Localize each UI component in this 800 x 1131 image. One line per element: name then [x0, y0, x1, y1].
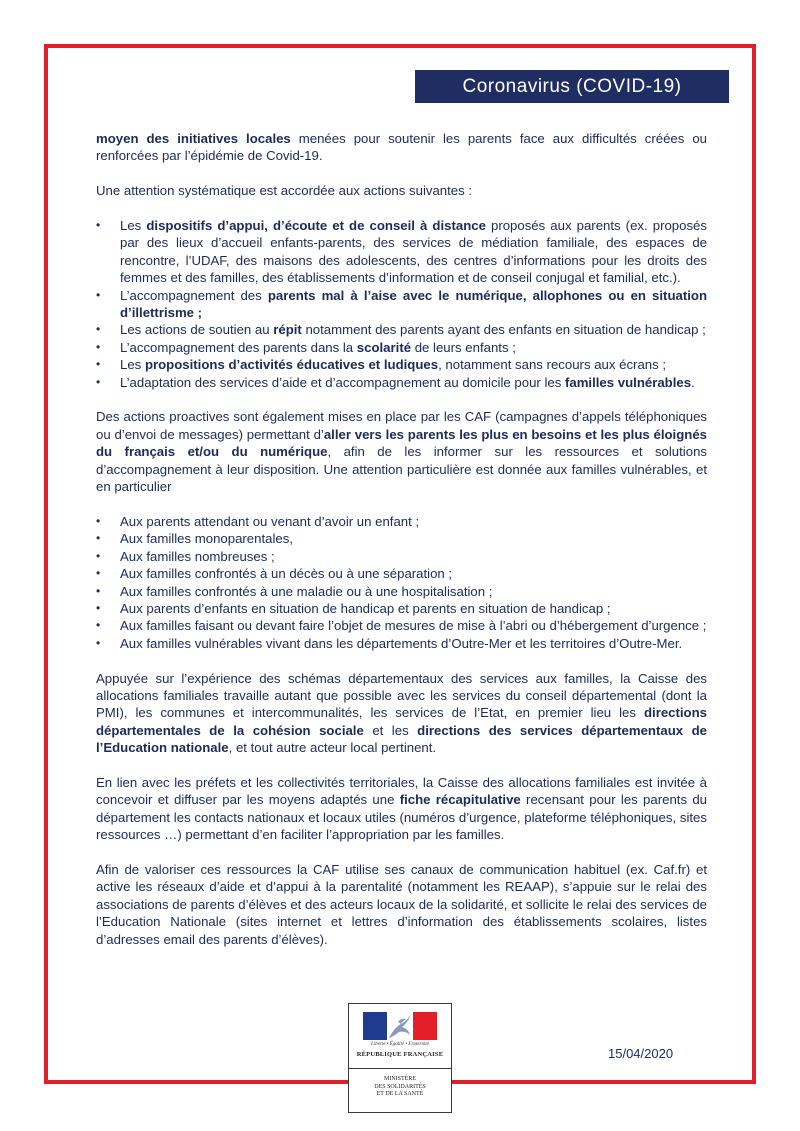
families-list [96, 513, 707, 652]
marianne-flag-icon [349, 1004, 451, 1068]
logo-divider [349, 1068, 451, 1069]
list-item: • Aux parents d’enfants en situation de handicap et parents en situation de handicap ; [96, 600, 707, 617]
list-item: • Aux parents attendant ou venant d’avoir un enfant ; [96, 513, 707, 530]
paragraph-4: Appuyée sur l’expérience des schémas départementaux des services aux familles, la Caisse des allocations familiales travaille autant que possible avec les services du conseil départemental (dont la PMI), les communes et intercommunalités, les services de l’Etat, en premier lieu les directions départementales de la cohésion sociale et les directions des services départementaux de l’Education nationale, et tout autre acteur local pertinent. [96, 670, 707, 756]
actions-list [96, 217, 707, 391]
logo-title: RÉPUBLIQUE FRANÇAISE [356, 1051, 444, 1058]
paragraph-3: Des actions proactives sont également mises en place par les CAF (campagnes d’appels téléphoniques ou d’envoi de messages) permettant d’aller vers les parents les plus en besoins et les plus éloignés du français et/ou du numérique, afin de les informer sur les ressources et solutions d’accompagnement à leur disposition. Une attention particulière est donnée aux familles vulnérables, et en particulier [96, 409, 707, 495]
list-item: • Aux familles vulnérables vivant dans les départements d’Outre-Mer et les territoires d’Outre-Mer. [96, 635, 707, 652]
paragraph-1 [96, 130, 707, 165]
page-title: Coronavirus (COVID-19) [462, 75, 682, 97]
paragraph-1-text: menées pour soutenir les parents face aux difficultés créées ou renforcées par l’épidémie de Covid-19. [96, 131, 707, 164]
list-item: • Aux familles confrontés à un décès ou à une séparation ; [96, 565, 707, 582]
paragraph-1-bold: moyen des initiatives locales [96, 131, 291, 146]
paragraph-6: Afin de valoriser ces ressources la CAF utilise ses canaux de communication habituel (ex. Caf.fr) et active les réseaux d’aide et d’appui à la parentalité (notamment les REAAP), s’appuie sur le relai des associations de parents d’élèves et des acteurs locaux de la solidarité, et sollicite le relai des services de l’Education Nationale (sites internet et lettres d’information des établissements scolaires, listes d’adresses email des parents d’élèves). [96, 861, 707, 947]
republique-francaise-logo [348, 1003, 452, 1113]
page-title-banner [415, 70, 729, 103]
document-date: 15/04/2020 [608, 1046, 674, 1061]
document-body [96, 130, 707, 965]
paragraph-2: Une attention systématique est accordée aux actions suivantes : [96, 183, 473, 199]
list-item: • Les actions de soutien au répit notamment des parents ayant des enfants en situation de handicap ; [96, 321, 707, 338]
list-item: • Aux familles nombreuses ; [96, 548, 707, 565]
logo-motto: Liberté • Égalité • Fraternité [371, 1042, 429, 1047]
ministry-name: MINISTÈRE DES SOLIDARITÉS ET DE LA SANTÉ [374, 1076, 426, 1097]
paragraph-5: En lien avec les préfets et les collectivités territoriales, la Caisse des allocations familiales est invitée à concevoir et diffuser par les moyens adaptés une fiche récapitulative recensant pour les parents du département les contacts nationaux et locaux utiles (numéros d’urgence, plateforme téléphoniques, sites ressources …) permettant d’en faciliter l’appropriation par les familles. [96, 774, 707, 843]
list-item: • Aux familles faisant ou devant faire l’objet de mesures de mise à l’abri ou d’hébergement d’urgence ; [96, 617, 707, 634]
list-item: • Aux familles confrontés à une maladie ou à une hospitalisation ; [96, 583, 707, 600]
list-item: • Les dispositifs d’appui, d’écoute et de conseil à distance proposés aux parents (ex. proposés par des lieux d’accueil enfants-parents, des services de médiation familiale, des espaces de rencontre, l’UDAF, des maisons des adolescents, des centres d’informations pour les droits des femmes et des familles, des établissements d’information et de conseil conjugal et familial, etc.). [96, 217, 707, 287]
list-item: • Aux familles monoparentales, [96, 530, 707, 547]
list-item: • L’accompagnement des parents mal à l’aise avec le numérique, allophones ou en situation d’illettrisme ; [96, 287, 707, 322]
list-item: • L’adaptation des services d’aide et d’accompagnement au domicile pour les familles vulnérables. [96, 374, 707, 391]
list-item: • Les propositions d’activités éducatives et ludiques, notamment sans recours aux écrans ; [96, 356, 707, 373]
list-item: • L’accompagnement des parents dans la scolarité de leurs enfants ; [96, 339, 707, 356]
